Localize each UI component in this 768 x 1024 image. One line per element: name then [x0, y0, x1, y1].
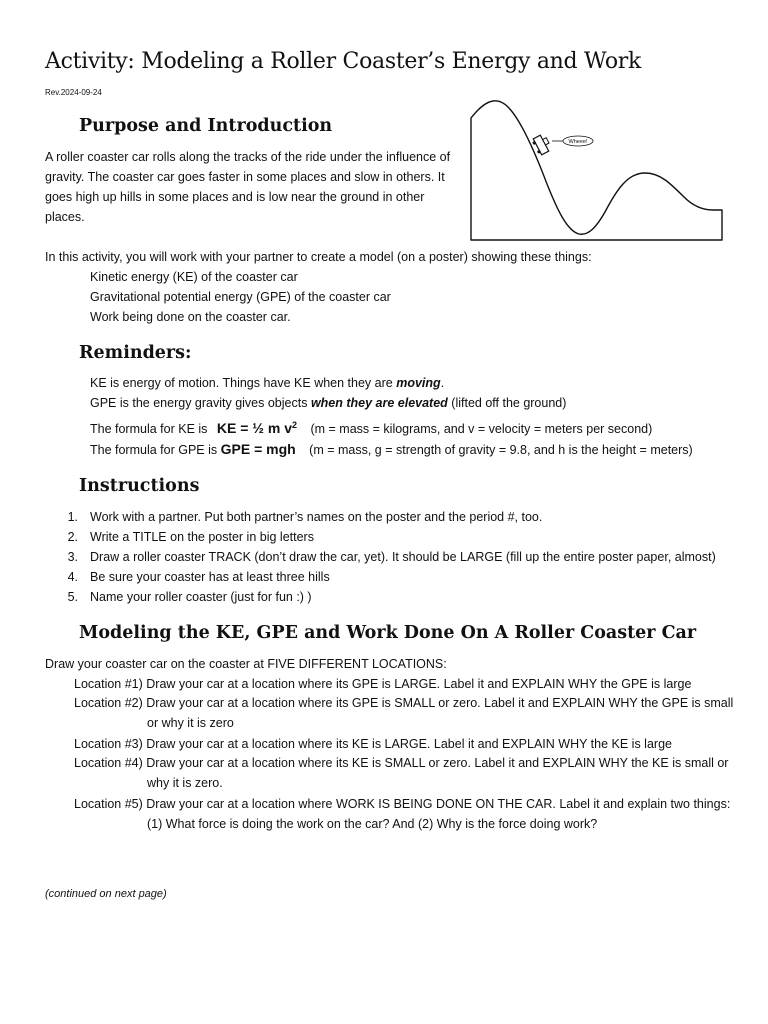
model-item-work: Work being done on the coaster car. [90, 310, 291, 324]
page-title: Activity: Modeling a Roller Coaster’s Energy and Work [45, 49, 642, 74]
ke-formula: KE = ½ m v [216, 420, 292, 437]
activity-intro: In this activity, you will work with your partner to create a model (on a poster) showing these things: [45, 250, 592, 264]
gpe-formula: GPE = mgh [220, 441, 296, 457]
instruction-step: 2. Write a TITLE on the poster in big letters [67, 530, 314, 544]
location-2: Location #2) Draw your car at a location where its GPE is SMALL or zero. Label it and EXPLAIN WHY the GPE is small [74, 696, 734, 710]
location-2-continued: or why it is zero [147, 716, 234, 730]
reminder-ke-formula: The formula for KE is KE = ½ m $v^2$ (m = mass = kilograms, and v = velocity = meters per second) [90, 420, 653, 437]
continued-note: (continued on next page) [45, 888, 167, 900]
instructions-heading: Instructions [79, 476, 200, 496]
instruction-step: 3. Draw a roller coaster TRACK (don’t draw the car, yet). It should be LARGE (fill up the entire poster paper, almost) [67, 550, 716, 564]
reminders-heading: Reminders: [79, 343, 192, 363]
roller-coaster-figure [470, 97, 724, 243]
instruction-step: 5. Name your roller coaster (just for fun :) ) [67, 590, 312, 604]
purpose-paragraph: A roller coaster car rolls along the tracks of the ride under the influence of gravity. The coaster car goes faster in some places and slow in others. It goes high up hills in some places and is low near the ground in other places. [45, 150, 451, 224]
location-4: Location #4) Draw your car at a location where its KE is SMALL or zero. Label it and EXPLAIN WHY the KE is small or [74, 756, 729, 770]
instruction-step: 1. Work with a partner. Put both partner’s names on the poster and the period #, too. [67, 510, 543, 524]
speech-bubble-text: Wheee! [568, 139, 588, 145]
reminder-ke: KE is energy of motion. Things have KE when they are moving. [90, 376, 445, 390]
location-4-continued: why it is zero. [147, 776, 223, 790]
reminder-gpe-formula: The formula for GPE is GPE = mgh (m = mass, g = strength of gravity = 9.8, and h is the height = meters) [90, 441, 693, 457]
purpose-heading: Purpose and Introduction [79, 116, 333, 136]
model-item-gpe: Gravitational potential energy (GPE) of the coaster car [90, 290, 391, 304]
modeling-heading: Modeling the KE, GPE and Work Done On A Roller Coaster Car [79, 623, 697, 643]
revision-date: Rev.2024-09-24 [45, 88, 102, 97]
location-3: Location #3) Draw your car at a location where its KE is LARGE. Label it and EXPLAIN WHY the KE is large [74, 737, 672, 751]
coaster-track [471, 101, 722, 240]
location-5: Location #5) Draw your car at a location where WORK IS BEING DONE ON THE CAR. Label it and explain two things: [74, 797, 731, 811]
model-item-ke: Kinetic energy (KE) of the coaster car [90, 270, 298, 284]
location-1: Location #1) Draw your car at a location where its GPE is LARGE. Label it and EXPLAIN WHY the GPE is large [74, 677, 692, 691]
instruction-step: 4. Be sure your coaster has at least three hills [67, 570, 330, 584]
location-5-questions: (1) What force is doing the work on the car? And (2) Why is the force doing work? [147, 817, 598, 831]
reminder-gpe: GPE is the energy gravity gives objects when they are elevated (lifted off the ground) [90, 396, 567, 410]
modeling-intro: Draw your coaster car on the coaster at FIVE DIFFERENT LOCATIONS: [45, 657, 447, 671]
